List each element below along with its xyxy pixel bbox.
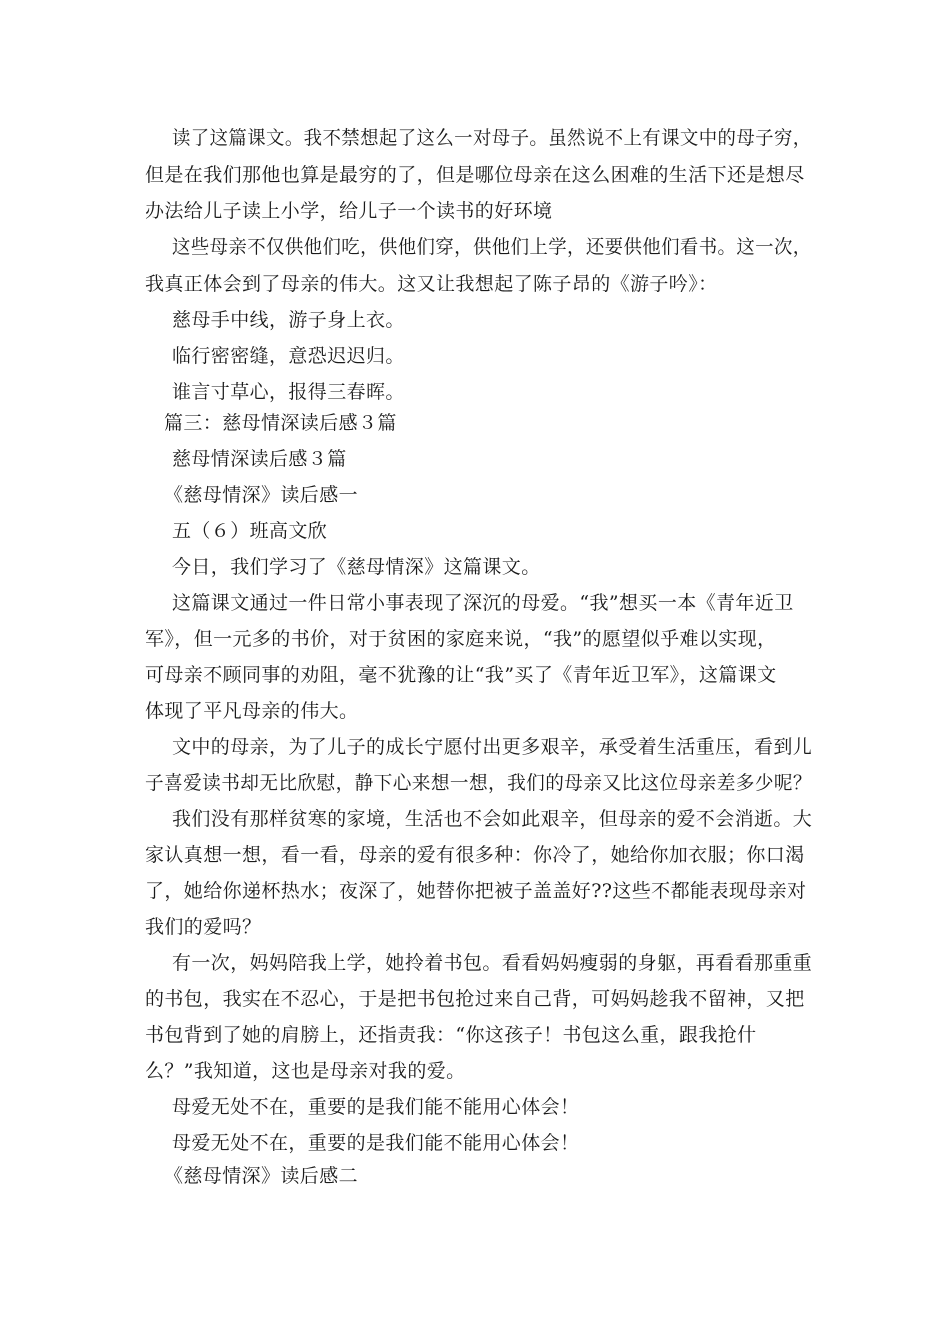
text-line: 母爱无处不在，重要的是我们能不能用心体会！ bbox=[172, 1132, 580, 1154]
text-line: 我真正体会到了母亲的伟大。这又让我想起了陈子昂的《游子吟》： bbox=[145, 273, 718, 295]
text-line: 么？”我知道，这也是母亲对我的爱。 bbox=[145, 1060, 466, 1082]
poem-line: 临行密密缝，意恐迟迟归。 bbox=[172, 345, 405, 367]
text-line: 这篇课文通过一件日常小事表现了深沉的母爱。“我”想买一本《青年近卫 bbox=[172, 592, 794, 614]
text-line: 了，她给你递杯热水；夜深了，她替你把被子盖盖好??这些不都能表现母亲对 bbox=[145, 880, 807, 902]
text-line: 读了这篇课文。我不禁想起了这么一对母子。虽然说不上有课文中的母子穷， bbox=[172, 127, 812, 149]
text-line: 家认真想一想，看一看，母亲的爱有很多种：你冷了，她给你加衣服；你口渴 bbox=[145, 844, 805, 866]
essay-title: 《慈母情深》读后感一 bbox=[164, 484, 359, 506]
text-line: 今日，我们学习了《慈母情深》这篇课文。 bbox=[172, 556, 541, 578]
text-line: 可母亲不顾同事的劝阻，毫不犹豫的让“我”买了《青年近卫军》，这篇课文 bbox=[145, 664, 777, 686]
text-line: 母爱无处不在，重要的是我们能不能用心体会！ bbox=[172, 1096, 580, 1118]
text-line: 体现了平凡母亲的伟大。 bbox=[145, 700, 359, 722]
section-heading: 篇三：慈母情深读后感３篇 bbox=[164, 412, 397, 434]
article-title: 慈母情深读后感３篇 bbox=[172, 448, 347, 470]
poem-line: 慈母手中线，游子身上衣。 bbox=[172, 309, 405, 331]
text-line: 我们没有那样贫寒的家境，生活也不会如此艰辛，但母亲的爱不会消逝。大 bbox=[172, 808, 813, 830]
text-line: 办法给儿子读上小学，给儿子一个读书的好环境 bbox=[145, 200, 553, 222]
text-line: 我们的爱吗？ bbox=[145, 916, 262, 938]
text-line: 这些母亲不仅供他们吃，供他们穿，供他们上学，还要供他们看书。这一次， bbox=[172, 236, 812, 258]
poem-line: 谁言寸草心，报得三春晖。 bbox=[172, 381, 405, 403]
text-line: 文中的母亲，为了儿子的成长宁愿付出更多艰辛，承受着生活重压，看到儿 bbox=[172, 736, 813, 758]
author-line: 五（６）班高文欣 bbox=[172, 520, 328, 542]
text-line: 的书包，我实在不忍心，于是把书包抢过来自己背，可妈妈趁我不留神，又把 bbox=[145, 988, 805, 1010]
text-line: 书包背到了她的肩膀上，还指责我：“你这孩子！书包这么重，跟我抢什 bbox=[145, 1024, 757, 1046]
essay-title: 《慈母情深》读后感二 bbox=[164, 1165, 359, 1187]
text-line: 子喜爱读书却无比欣慰，静下心来想一想，我们的母亲又比这位母亲差多少呢？ bbox=[145, 772, 812, 794]
text-line: 有一次，妈妈陪我上学，她拎着书包。看看妈妈瘦弱的身躯，再看看那重重 bbox=[172, 952, 813, 974]
text-line: 军》，但一元多的书价，对于贫困的家庭来说，“我”的愿望似乎难以实现， bbox=[145, 628, 777, 650]
text-line: 但是在我们那他也算是最穷的了，但是哪位母亲在这么困难的生活下还是想尽 bbox=[145, 164, 805, 186]
